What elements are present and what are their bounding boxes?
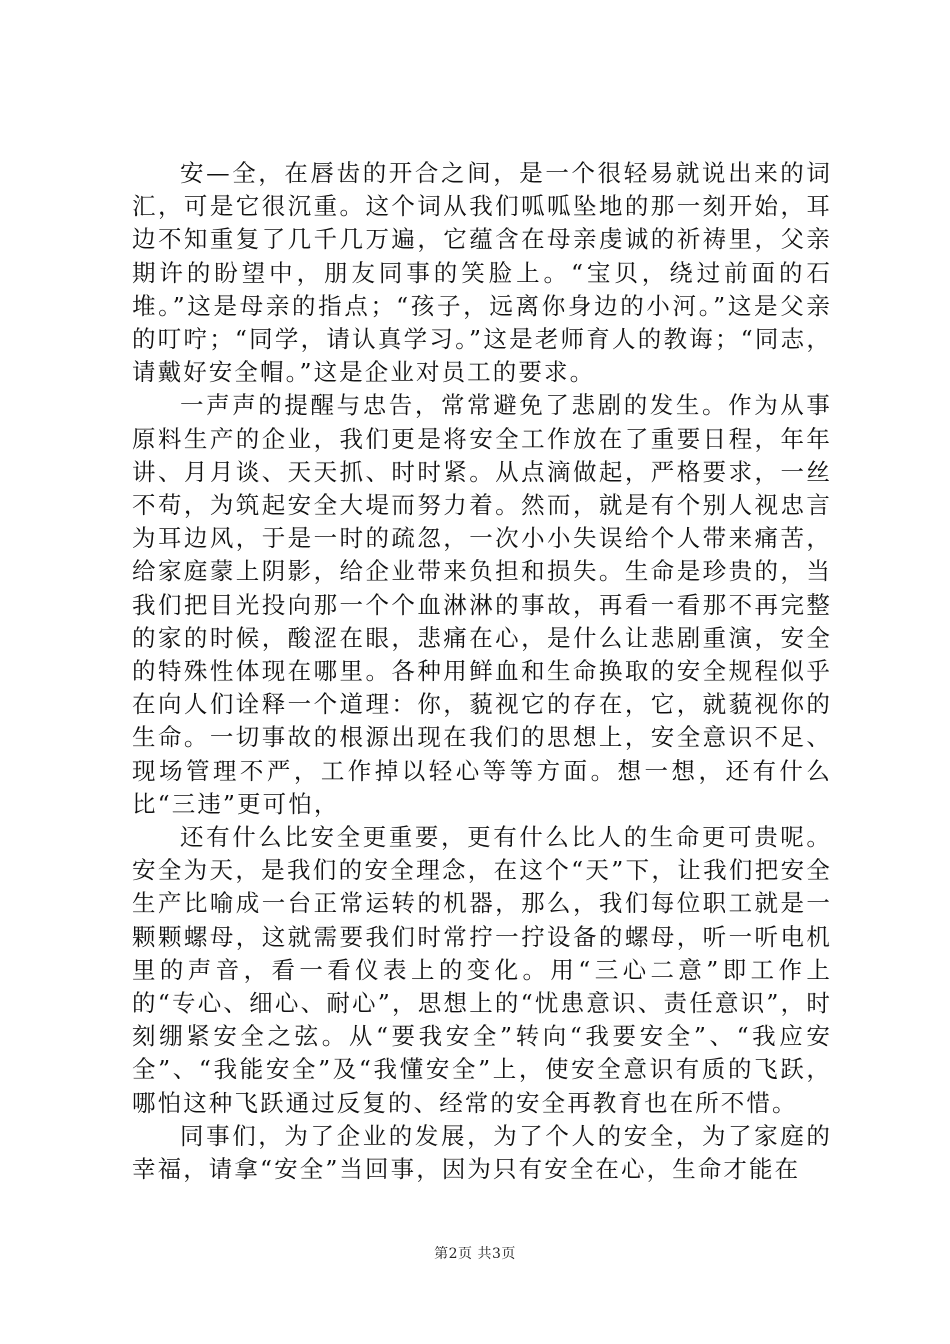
paragraph-3: 还有什么比安全更重要，更有什么比人的生命更可贵呢。安全为天，是我们的安全理念，在这个“天”下，让我们把安全生产比喻成一台正常运转的机器，那么，我们每位职工就是一颗颗螺母，这就需要我们时常拧一拧设备的螺母，听一听电机里的声音，看一看仪表上的变化。用“三心二意”即工作上的“专心、细心、耐心”，思想上的“忧患意识、责任意识”，时刻绷紧安全之弦。从“要我安全”转向“我要安全”、“我应安全”、“我能安全”及“我懂安全”上，使安全意识有质的飞跃，哪怕这种飞跃通过反复的、经常的安全再教育也在所不惜。 bbox=[132, 823, 832, 1117]
paragraph-1: 安—全，在唇齿的开合之间，是一个很轻易就说出来的词汇，可是它很沉重。这个词从我们呱呱坠地的那一刻开始，耳边不知重复了几千几万遍，它蕴含在母亲虔诚的祈祷里，父亲期许的盼望中，朋友同事的笑脸上。“宝贝，绕过前面的石堆。”这是母亲的指点；“孩子，远离你身边的小河。”这是父亲的叮咛；“同学，请认真学习。”这是老师育人的教诲；“同志，请戴好安全帽。”这是企业对员工的要求。 bbox=[132, 159, 832, 387]
document-body bbox=[132, 157, 832, 1186]
paragraph-2: 一声声的提醒与忠告，常常避免了悲剧的发生。作为从事原料生产的企业，我们更是将安全工作放在了重要日程，年年讲、月月谈、天天抓、时时紧。从点滴做起，严格要求，一丝不苟，为筑起安全大堤而努力着。然而，就是有个别人视忠言为耳边风，于是一时的疏忽，一次小小失误给个人带来痛苦，给家庭蒙上阴影，给企业带来负担和损失。生命是珍贵的，当我们把目光投向那一个个血淋淋的事故，再看一看那不再完整的家的时候，酸涩在眼，悲痛在心，是什么让悲剧重演，安全的特殊性体现在哪里。各种用鲜血和生命换取的安全规程似乎在向人们诠释一个道理：你，藐视它的存在，它，就藐视你的生命。一切事故的根源出现在我们的思想上，安全意识不足、现场管理不严，工作掉以轻心等等方面。想一想，还有什么比“三违”更可怕， bbox=[132, 391, 832, 818]
page-number-footer: 第2页 共3页 bbox=[434, 1246, 516, 1262]
paragraph-4: 同事们，为了企业的发展，为了个人的安全，为了家庭的幸福，请拿“安全”当回事，因为只有安全在心，生命才能在 bbox=[132, 1121, 832, 1184]
